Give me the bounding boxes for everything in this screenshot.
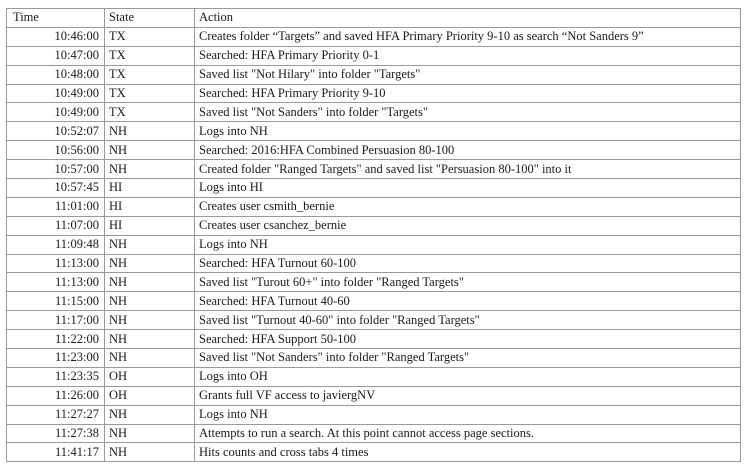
- action-cell: Logs into NH: [195, 405, 741, 424]
- table-row: [7, 141, 741, 160]
- action-cell: Searched: HFA Support 50-100: [195, 330, 741, 349]
- state-cell: HI: [105, 179, 195, 198]
- table-row: [7, 179, 741, 198]
- column-header-state: State: [105, 9, 195, 28]
- action-cell: Logs into OH: [195, 367, 741, 386]
- table-row: [7, 311, 741, 330]
- column-header-time: Time: [7, 9, 105, 28]
- time-cell: 10:47:00: [7, 46, 105, 65]
- action-cell: Searched: HFA Primary Priority 9-10: [195, 84, 741, 103]
- table-row: [7, 235, 741, 254]
- state-cell: NH: [105, 424, 195, 443]
- action-cell: Logs into NH: [195, 235, 741, 254]
- time-cell: 11:26:00: [7, 386, 105, 405]
- table-row: [7, 292, 741, 311]
- time-cell: 11:27:27: [7, 405, 105, 424]
- state-cell: NH: [105, 330, 195, 349]
- table-row: [7, 27, 741, 46]
- time-cell: 11:41:17: [7, 443, 105, 462]
- time-cell: 11:13:00: [7, 254, 105, 273]
- time-cell: 11:07:00: [7, 216, 105, 235]
- action-cell: Grants full VF access to javiergNV: [195, 386, 741, 405]
- time-cell: 10:52:07: [7, 122, 105, 141]
- action-cell: Searched: 2016:HFA Combined Persuasion 80-100: [195, 141, 741, 160]
- time-cell: 11:23:00: [7, 349, 105, 368]
- table-row: [7, 122, 741, 141]
- header-row: [7, 9, 741, 28]
- table-row: [7, 367, 741, 386]
- table-row: [7, 349, 741, 368]
- state-cell: OH: [105, 386, 195, 405]
- state-cell: NH: [105, 311, 195, 330]
- time-cell: 10:57:45: [7, 179, 105, 198]
- table-row: [7, 216, 741, 235]
- state-cell: TX: [105, 46, 195, 65]
- table-row: [7, 197, 741, 216]
- time-cell: 10:48:00: [7, 65, 105, 84]
- state-cell: NH: [105, 160, 195, 179]
- action-cell: Attempts to run a search. At this point cannot access page sections.: [195, 424, 741, 443]
- action-cell: Creates folder “Targets” and saved HFA Primary Priority 9-10 as search “Not Sanders 9”: [195, 27, 741, 46]
- action-cell: Hits counts and cross tabs 4 times: [195, 443, 741, 462]
- state-cell: NH: [105, 349, 195, 368]
- time-cell: 11:01:00: [7, 197, 105, 216]
- state-cell: NH: [105, 122, 195, 141]
- action-cell: Saved list "Not Sanders" into folder "Targets": [195, 103, 741, 122]
- state-cell: NH: [105, 273, 195, 292]
- time-cell: 11:17:00: [7, 311, 105, 330]
- table-row: [7, 405, 741, 424]
- action-cell: Creates user csmith_bernie: [195, 197, 741, 216]
- table-row: [7, 46, 741, 65]
- table-header: [7, 9, 741, 28]
- activity-log-table: [6, 8, 741, 462]
- action-cell: Logs into HI: [195, 179, 741, 198]
- action-cell: Saved list "Turnout 40-60" into folder "Ranged Targets": [195, 311, 741, 330]
- table-row: [7, 84, 741, 103]
- state-cell: HI: [105, 216, 195, 235]
- action-cell: Saved list "Not Hilary" into folder "Targets": [195, 65, 741, 84]
- state-cell: NH: [105, 141, 195, 160]
- time-cell: 10:49:00: [7, 84, 105, 103]
- action-cell: Created folder "Ranged Targets" and saved list "Persuasion 80-100" into it: [195, 160, 741, 179]
- table-row: [7, 65, 741, 84]
- table-row: [7, 103, 741, 122]
- action-cell: Saved list "Not Sanders" into folder "Ranged Targets": [195, 349, 741, 368]
- time-cell: 10:46:00: [7, 27, 105, 46]
- action-cell: Searched: HFA Turnout 60-100: [195, 254, 741, 273]
- action-cell: Logs into NH: [195, 122, 741, 141]
- action-cell: Creates user csanchez_bernie: [195, 216, 741, 235]
- time-cell: 11:13:00: [7, 273, 105, 292]
- time-cell: 11:23:35: [7, 367, 105, 386]
- state-cell: NH: [105, 405, 195, 424]
- activity-log-sheet: [6, 8, 741, 462]
- state-cell: TX: [105, 27, 195, 46]
- table-body: [7, 27, 741, 461]
- state-cell: NH: [105, 235, 195, 254]
- table-row: [7, 160, 741, 179]
- state-cell: NH: [105, 292, 195, 311]
- time-cell: 10:57:00: [7, 160, 105, 179]
- state-cell: OH: [105, 367, 195, 386]
- state-cell: TX: [105, 103, 195, 122]
- time-cell: 10:49:00: [7, 103, 105, 122]
- table-row: [7, 424, 741, 443]
- action-cell: Searched: HFA Turnout 40-60: [195, 292, 741, 311]
- time-cell: 11:09:48: [7, 235, 105, 254]
- table-row: [7, 386, 741, 405]
- action-cell: Searched: HFA Primary Priority 0-1: [195, 46, 741, 65]
- table-row: [7, 330, 741, 349]
- time-cell: 11:15:00: [7, 292, 105, 311]
- column-header-action: Action: [195, 9, 741, 28]
- state-cell: NH: [105, 254, 195, 273]
- table-row: [7, 443, 741, 462]
- time-cell: 10:56:00: [7, 141, 105, 160]
- state-cell: TX: [105, 84, 195, 103]
- time-cell: 11:22:00: [7, 330, 105, 349]
- state-cell: TX: [105, 65, 195, 84]
- state-cell: HI: [105, 197, 195, 216]
- state-cell: NH: [105, 443, 195, 462]
- time-cell: 11:27:38: [7, 424, 105, 443]
- table-row: [7, 273, 741, 292]
- action-cell: Saved list "Turout 60+" into folder "Ranged Targets": [195, 273, 741, 292]
- table-row: [7, 254, 741, 273]
